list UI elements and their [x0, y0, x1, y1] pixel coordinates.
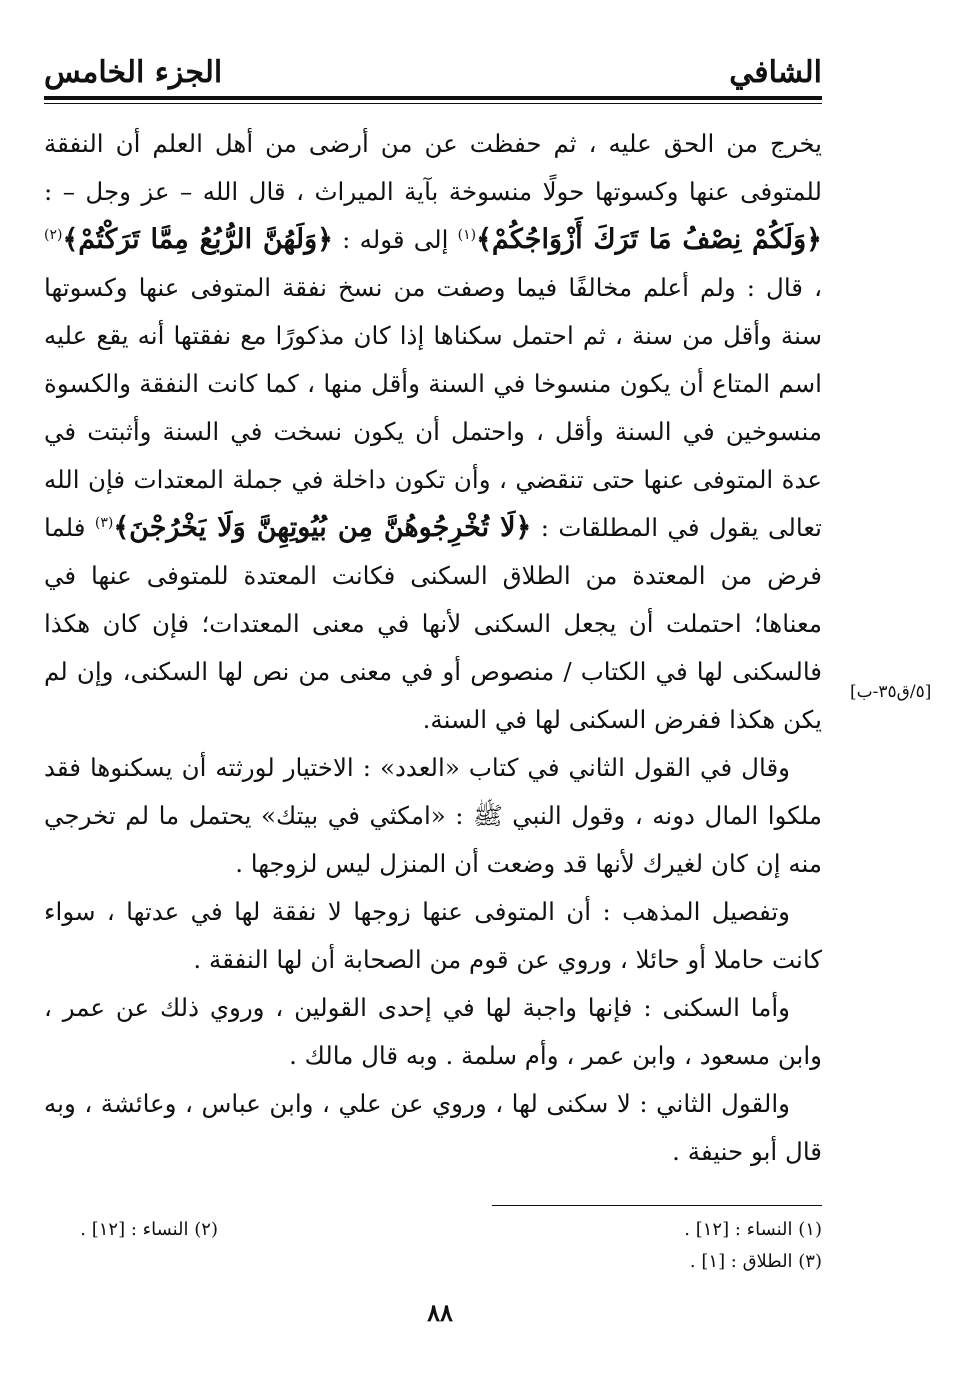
quran-verse: ﴿وَلَهُنَّ الرُّبُعُ مِمَّا تَرَكْتُمْ﴾: [62, 224, 333, 255]
body-paragraph: [44, 984, 822, 1080]
footnote-3: (٣) الطلاق : [١] .: [689, 1251, 822, 1272]
body-text: [44, 120, 822, 1176]
body-paragraph: [44, 120, 822, 744]
text-run: وأما السكنى : فإنها واجبة لها في إحدى القولين ، وروي ذلك عن عمر ، وابن مسعود ، وابن عمر ، وأم سلمة . وبه قال مالك .: [44, 993, 822, 1070]
footnote-rule: [492, 1205, 822, 1206]
page-header: [44, 50, 822, 96]
text-run: وتفصيل المذهب : أن المتوفى عنها زوجها لا نفقة لها في عدتها ، سواء كانت حاملا أو حائلا ، وروي عن قوم من الصحابة أن لها النفقة .: [44, 897, 822, 974]
body-paragraph: [44, 1080, 822, 1176]
quran-verse: ﴿وَلَكُمْ نِصْفُ مَا تَرَكَ أَزْوَاجُكُمْ﴾: [476, 224, 822, 255]
header-rule-thin: [44, 103, 822, 104]
body-paragraph: [44, 744, 822, 888]
header-rule-thick: [44, 96, 822, 100]
page-number: ٨٨: [427, 1298, 453, 1327]
footnote-marker: (٢): [44, 226, 63, 243]
text-run: والقول الثاني : لا سكنى لها ، وروي عن علي ، وابن عباس ، وعائشة ، وبه قال أبو حنيفة .: [44, 1089, 822, 1166]
footnote-2: (٢) النساء : [١٢] .: [80, 1219, 218, 1240]
text-run: وقال في القول الثاني في كتاب «العدد» : الاختيار لورثته أن يسكنوها فقد ملكوا المال دونه ، وقول النبي ﷺ : «امكثي في بيتك» يحتمل ما لم تخرجي منه إن كان لغيرك لأنها قد وضعت أن المنزل ليس لزوجها .: [44, 753, 822, 878]
quran-verse: ﴿لَا تُخْرِجُوهُنَّ مِن بُيُوتِهِنَّ وَلَا يَخْرُجْنَ﴾: [113, 512, 532, 543]
part-title: الجزء الخامس: [44, 55, 223, 90]
footnote-marker: (١): [457, 226, 477, 243]
footnote-marker: (٣): [94, 514, 114, 531]
footnotes: [44, 1214, 822, 1278]
text-run: فلما فرض من المعتدة من الطلاق السكنى فكانت المعتدة للمتوفى عنها في معناها؛ احتملت أن يجعل السكنى لأنها في معنى المعتدات؛ فإن كان هكذا فالسكنى لها في الكتاب / منصوص أو في معنى من نص لها السكنى، وإن لم يكن هكذا ففرض السكنى لها في السنة.: [44, 513, 822, 734]
text-run: ، قال : ولم أعلم مخالفًا فيما وصفت من نسخ نفقة المتوفى عنها وكسوتها سنة وأقل من سنة ، ثم احتمل سكناها إذا كان مذكورًا مع نفقتها أنه يقع عليه اسم المتاع أن يكون منسوخا في السنة وأقل منها ، كما كانت النفقة والكسوة منسوخين في السنة وأقل ، واحتمل أن يكون نسخت في السنة وأثبتت في عدة المتوفى عنها حتى تنقضي ، وأن تكون داخلة في جملة المعتدات فإن الله تعالى يقول في المطلقات :: [44, 273, 822, 542]
footnote-row: [44, 1214, 822, 1246]
footnote-1: (١) النساء : [١٢] .: [684, 1219, 822, 1240]
body-paragraph: [44, 888, 822, 984]
text-run: إلى قوله :: [332, 225, 458, 254]
footnote-row: [44, 1246, 822, 1278]
book-title: الشافي: [729, 55, 822, 90]
text-run: يخرج من الحق عليه ، ثم حفظت عن من أرضى من أهل العلم أن النفقة للمتوفى عنها وكسوتها حولًا منسوخة بآية الميراث ، قال الله – عز وجل – :: [44, 129, 822, 206]
manuscript-margin-note: [٥/ق٣٥-ب]: [850, 682, 932, 702]
